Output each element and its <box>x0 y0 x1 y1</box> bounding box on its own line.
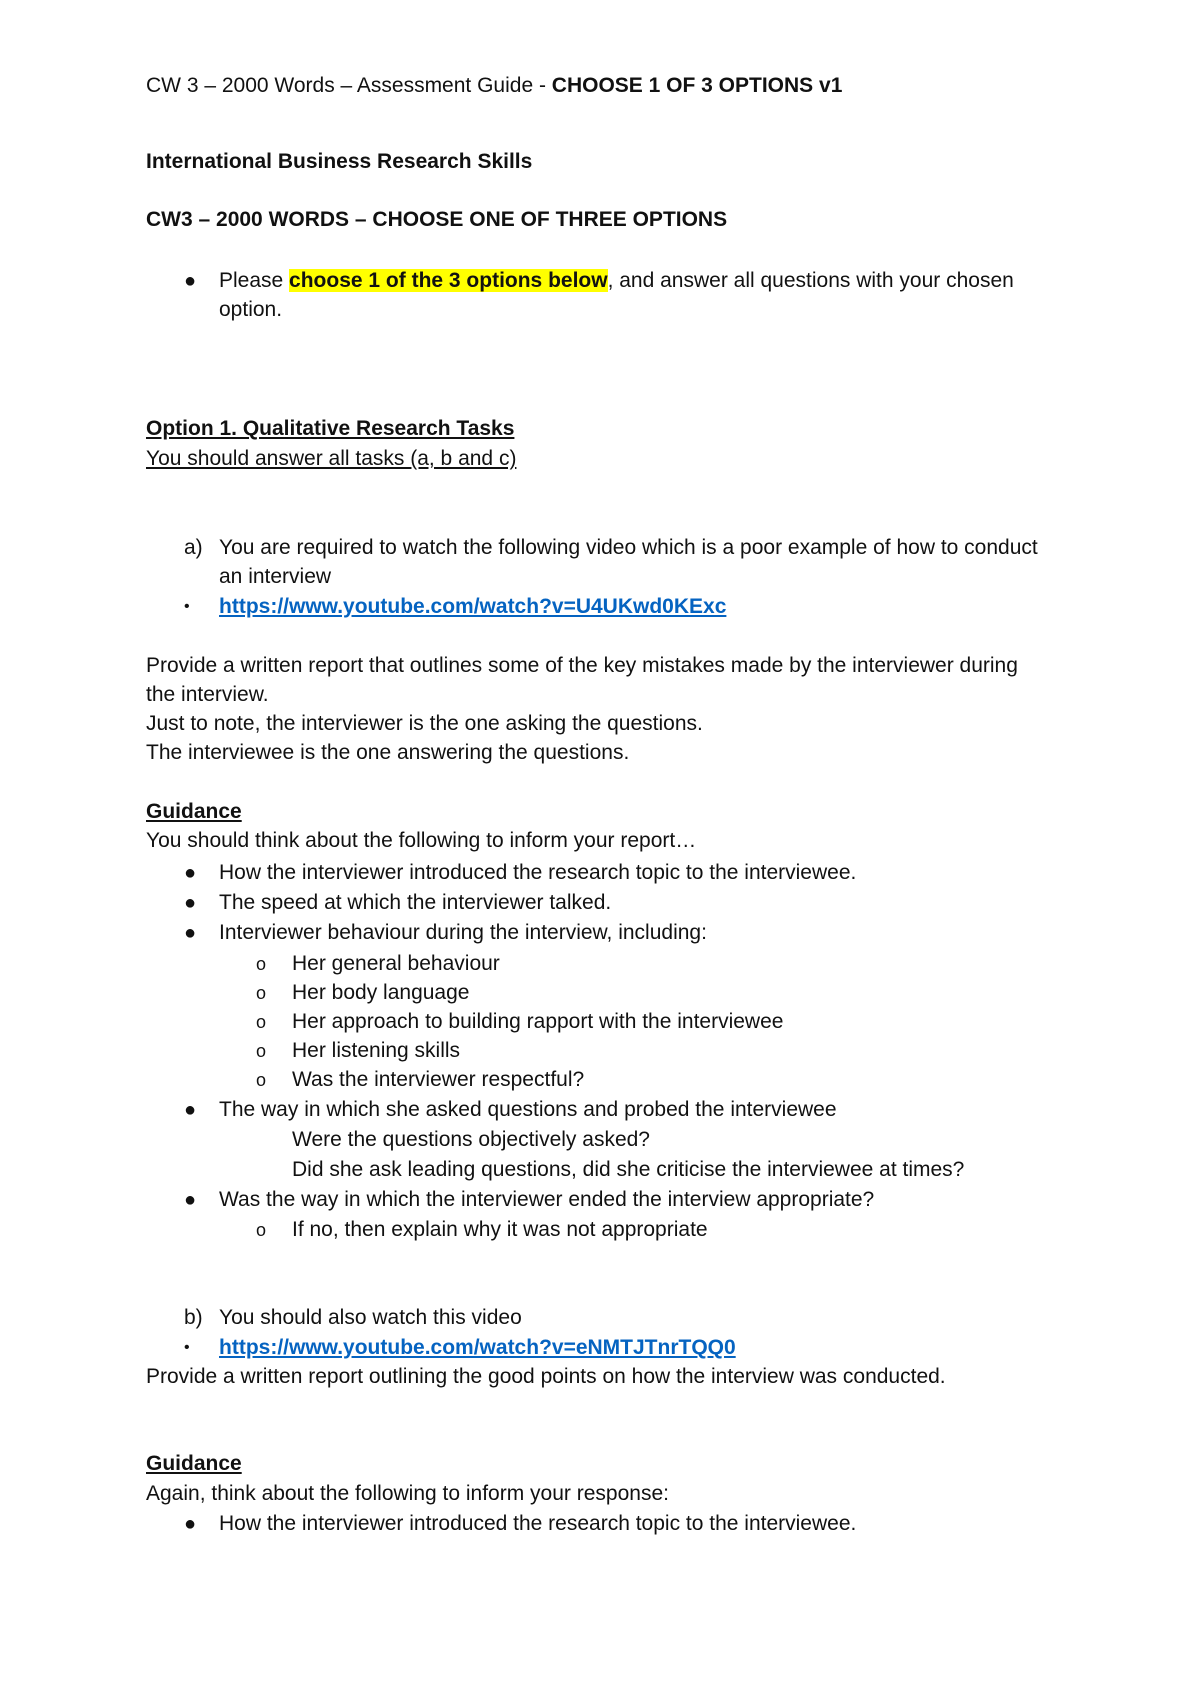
document-header <box>146 72 842 100</box>
task-a-line2: an interview <box>219 565 332 588</box>
instruction-highlight: choose 1 of the 3 options below <box>289 269 608 292</box>
sub-bullet-icon: o <box>256 1012 267 1032</box>
instruction-after: , and answer all questions with your chosen <box>607 269 1014 292</box>
task-a-report-line1: Provide a written report that outlines some of the key mistakes made by the interviewer during <box>146 654 1018 677</box>
module-title: International Business Research Skills <box>146 150 533 173</box>
guidance-subitem: Her general behaviour <box>292 952 500 975</box>
task-b-guidance-title: Guidance <box>146 1452 242 1475</box>
guidance-item: Interviewer behaviour during the interview, including: <box>219 921 707 944</box>
guidance-subitem: Were the questions objectively asked? <box>292 1128 650 1151</box>
link-bullet-icon: • <box>184 598 190 615</box>
task-a-line1: You are required to watch the following video which is a poor example of how to conduct <box>219 536 1038 559</box>
guidance-item: Was the way in which the interviewer ended the interview appropriate? <box>219 1188 875 1211</box>
guidance-item: How the interviewer introduced the research topic to the interviewee. <box>219 1512 857 1535</box>
guidance-subitem: Her approach to building rapport with the interviewee <box>292 1010 784 1033</box>
instruction-before: Please <box>219 269 290 292</box>
task-b-video-link[interactable]: https://www.youtube.com/watch?v=eNMTJTnrTQQ0 <box>219 1336 736 1359</box>
task-b-label: b) <box>184 1306 203 1329</box>
bullet-icon: ● <box>184 892 197 914</box>
task-a-label: a) <box>184 536 203 559</box>
bullet-icon: ● <box>184 1513 197 1535</box>
bullet-icon: ● <box>184 1099 197 1121</box>
sub-bullet-icon: o <box>256 1070 267 1090</box>
header-prefix: CW 3 – 2000 Words – Assessment Guide - <box>146 74 552 97</box>
task-a-guidance-title: Guidance <box>146 800 242 823</box>
guidance-subitem: Was the interviewer respectful? <box>292 1068 585 1091</box>
sub-bullet-icon: o <box>256 1041 267 1061</box>
guidance-subitem: Her body language <box>292 981 470 1004</box>
coursework-title: CW3 – 2000 WORDS – CHOOSE ONE OF THREE OPTIONS <box>146 208 728 231</box>
instruction-line <box>219 267 1014 295</box>
option1-subtitle: You should answer all tasks (a, b and c) <box>146 447 517 470</box>
task-a-report-line3: Just to note, the interviewer is the one asking the questions. <box>146 712 703 735</box>
bullet-icon: ● <box>184 1189 197 1211</box>
sub-bullet-icon: o <box>256 983 267 1003</box>
bullet-icon: ● <box>184 270 197 292</box>
sub-bullet-icon: o <box>256 954 267 974</box>
sub-bullet-icon: o <box>256 1220 267 1240</box>
guidance-item: The way in which she asked questions and probed the interviewee <box>219 1098 837 1121</box>
task-b-report: Provide a written report outlining the good points on how the interview was conducted. <box>146 1365 946 1388</box>
task-a-report-line2: the interview. <box>146 683 269 706</box>
task-a-report-line4: The interviewee is the one answering the questions. <box>146 741 630 764</box>
guidance-subitem: Her listening skills <box>292 1039 461 1062</box>
task-a-video-link[interactable]: https://www.youtube.com/watch?v=U4UKwd0KExc <box>219 595 727 618</box>
guidance-item: How the interviewer introduced the research topic to the interviewee. <box>219 861 857 884</box>
link-bullet-icon: • <box>184 1339 190 1356</box>
bullet-icon: ● <box>184 862 197 884</box>
task-b-guidance-intro: Again, think about the following to inform your response: <box>146 1482 669 1505</box>
guidance-subitem: If no, then explain why it was not appropriate <box>292 1218 708 1241</box>
task-b-line1: You should also watch this video <box>219 1306 522 1329</box>
instruction-line-2: option. <box>219 298 283 321</box>
header-bold: CHOOSE 1 OF 3 OPTIONS v1 <box>551 74 843 97</box>
bullet-icon: ● <box>184 922 197 944</box>
task-a-guidance-intro: You should think about the following to inform your report… <box>146 829 697 852</box>
guidance-item: The speed at which the interviewer talked. <box>219 891 612 914</box>
guidance-subitem: Did she ask leading questions, did she criticise the interviewee at times? <box>292 1158 965 1181</box>
option1-title: Option 1. Qualitative Research Tasks <box>146 417 515 440</box>
